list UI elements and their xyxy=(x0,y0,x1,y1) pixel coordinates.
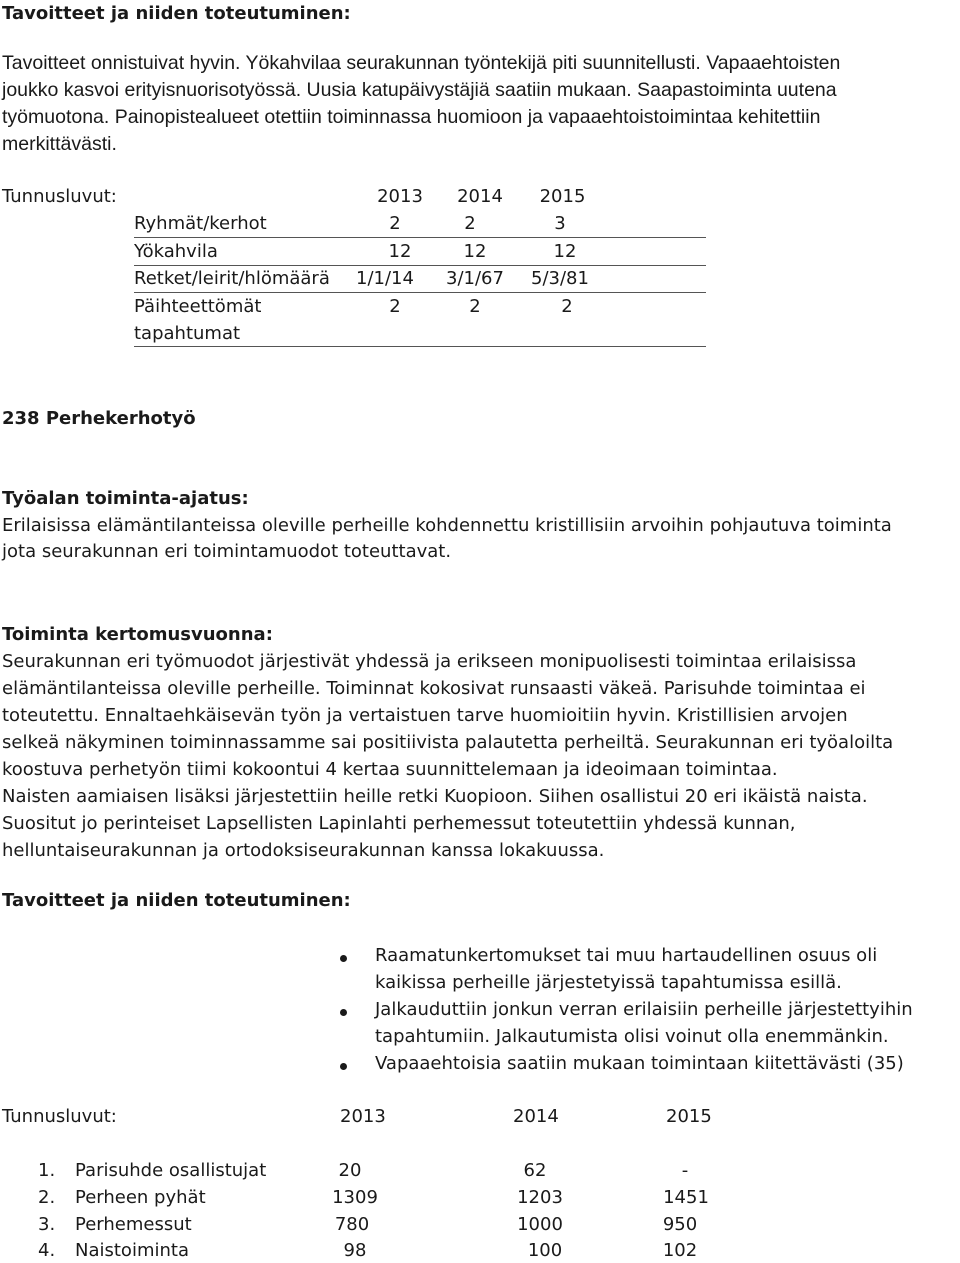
year-header: 2015 xyxy=(666,1106,712,1127)
idea-heading: Työalan toiminta-ajatus: xyxy=(2,488,249,509)
idea-line: Erilaisissa elämäntilanteissa oleville perheille kohdennettu kristillisiin arvoihin pohjautuva toiminta xyxy=(2,515,892,536)
row-label: Perheen pyhät xyxy=(75,1187,206,1208)
bullet-text: kaikissa perheille järjestetyissä tapahtumissa esillä. xyxy=(375,972,842,993)
cell-value: 12 xyxy=(463,241,487,262)
cell-value: - xyxy=(681,1160,689,1181)
row-number: 2. xyxy=(38,1187,56,1208)
row-label: Päihteettömät xyxy=(134,296,262,317)
year-header: 2013 xyxy=(340,1106,386,1127)
section-title: 238 Perhekerhotyö xyxy=(2,408,196,429)
row-label: Perhemessut xyxy=(75,1214,192,1235)
cell-value: 1000 xyxy=(517,1214,563,1235)
row-label: Ryhmät/kerhot xyxy=(134,213,267,234)
row-number: 1. xyxy=(38,1160,56,1181)
cell-value: 1203 xyxy=(517,1187,563,1208)
cell-value: 2 xyxy=(464,213,476,234)
cell-value: 3 xyxy=(554,213,566,234)
bullet-icon xyxy=(340,1063,347,1070)
report-line: selkeä näkyminen toiminnassamme sai positiivista palautetta perheiltä. Seurakunnan eri työaloilta xyxy=(2,732,894,753)
cell-value: 102 xyxy=(662,1240,698,1261)
year-header: 2014 xyxy=(513,1106,559,1127)
row-label: Naistoiminta xyxy=(75,1240,189,1261)
report-line: koostuva perhetyön tiimi kokoontui 4 kertaa suunnittelemaan ja ideoimaan toimintaa. xyxy=(2,759,778,780)
report-line: helluntaiseurakunnan ja ortodoksiseurakunnan kanssa lokakuussa. xyxy=(2,840,605,861)
bullet-icon xyxy=(340,1009,347,1016)
paragraph-line: työmuotona. Painopistealueet otettiin toiminnassa huomioon ja vapaaehtoistoimintaa kehitettiin xyxy=(2,106,821,128)
goals-heading: Tavoitteet ja niiden toteutuminen: xyxy=(2,890,351,911)
row-label-continued: tapahtumat xyxy=(134,323,241,344)
cell-value: 950 xyxy=(662,1214,698,1235)
year-header: 2013 xyxy=(377,186,423,207)
row-divider xyxy=(134,292,706,293)
cell-value: 5/3/81 xyxy=(531,268,589,289)
bullet-text: Jalkauduttiin jonkun verran erilaisiin perheille järjestettyihin xyxy=(375,999,913,1020)
row-number: 4. xyxy=(38,1240,56,1261)
idea-line: jota seurakunnan eri toimintamuodot toteuttavat. xyxy=(2,541,452,562)
paragraph-line: merkittävästi. xyxy=(2,133,117,155)
report-line: Seurakunnan eri työmuodot järjestivät yhdessä ja erikseen monipuolisesti toimintaa erilaisissa xyxy=(2,651,857,672)
cell-value: 12 xyxy=(553,241,577,262)
cell-value: 98 xyxy=(343,1240,367,1261)
cell-value: 2 xyxy=(389,296,401,317)
bullet-icon xyxy=(340,955,347,962)
cell-value: 780 xyxy=(334,1214,370,1235)
report-line: toteutettu. Ennaltaehkäisevän työn ja vertaistuen tarve huomioitiin hyvin. Kristillisien arvojen xyxy=(2,705,848,726)
report-heading: Toiminta kertomusvuonna: xyxy=(2,624,273,645)
table-label: Tunnusluvut: xyxy=(2,186,117,207)
cell-value: 1/1/14 xyxy=(356,268,414,289)
cell-value: 2 xyxy=(389,213,401,234)
row-divider xyxy=(134,346,706,347)
cell-value: 2 xyxy=(561,296,573,317)
report-line: Suositut jo perinteiset Lapsellisten Lapinlahti perhemessut toteutettiin yhdessä kunnan, xyxy=(2,813,796,834)
cell-value: 2 xyxy=(469,296,481,317)
row-divider xyxy=(134,237,706,238)
year-header: 2015 xyxy=(539,186,586,207)
bullet-text: Vapaaehtoisia saatiin mukaan toimintaan kiitettävästi (35) xyxy=(375,1053,904,1074)
bullet-text: Raamatunkertomukset tai muu hartaudellinen osuus oli xyxy=(375,945,878,966)
paragraph-line: joukko kasvoi erityisnuorisotyössä. Uusia katupäivystäjiä saatiin mukaan. Saapastoiminta uutena xyxy=(2,79,837,101)
cell-value: 12 xyxy=(388,241,412,262)
cell-value: 20 xyxy=(338,1160,362,1181)
table-label: Tunnusluvut: xyxy=(2,1106,117,1127)
cell-value: 1309 xyxy=(332,1187,378,1208)
report-line: Naisten aamiaisen lisäksi järjestettiin heille retki Kuopioon. Siihen osallistui 20 eri ikäistä naista. xyxy=(2,786,868,807)
row-label: Parisuhde osallistujat xyxy=(75,1160,267,1181)
bullet-text: tapahtumiin. Jalkautumista olisi voinut olla enemmänkin. xyxy=(375,1026,889,1047)
section1-heading: Tavoitteet ja niiden toteutuminen: xyxy=(2,3,351,24)
row-divider xyxy=(134,265,706,266)
row-label: Retket/leirit/hlömäärä xyxy=(134,268,330,289)
row-number: 3. xyxy=(38,1214,56,1235)
row-label: Yökahvila xyxy=(134,241,218,262)
year-header: 2014 xyxy=(457,186,503,207)
paragraph-line: Tavoitteet onnistuivat hyvin. Yökahvilaa seurakunnan työntekijä piti suunnitellusti. Vapaaehtoisten xyxy=(2,52,841,74)
cell-value: 3/1/67 xyxy=(446,268,504,289)
report-line: elämäntilanteissa oleville perheille. Toiminnat kokosivat runsaasti väkeä. Parisuhde toimintaa ei xyxy=(2,678,866,699)
cell-value: 62 xyxy=(523,1160,547,1181)
cell-value: 1451 xyxy=(663,1187,709,1208)
cell-value: 100 xyxy=(527,1240,563,1261)
